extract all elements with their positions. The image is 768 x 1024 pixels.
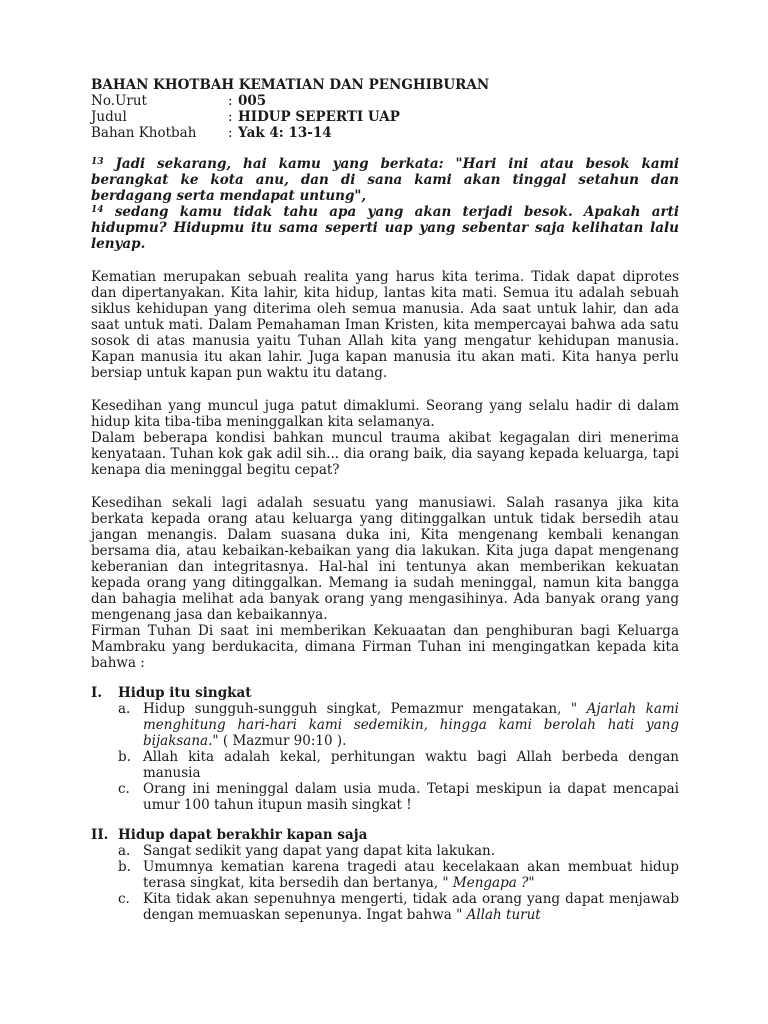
meta-value: Yak 4: 13-14	[238, 125, 332, 141]
paragraph: Kesedihan yang muncul juga patut dimaklumi. Seorang yang selalu hadir di dalam hidup kita tiba-tiba meninggalkan kita selamanya.	[91, 398, 679, 430]
list-text: Umumnya kematian karena tragedi atau kecelakaan akan membuat hidup terasa singkat, kita bersedih dan bertanya,	[143, 859, 679, 891]
list-item	[91, 701, 679, 749]
list-text: Sangat sedikit yang dapat yang dapat kita lakukan.	[143, 843, 496, 859]
list-letter: b.	[118, 859, 131, 875]
list-item	[91, 859, 679, 891]
verse-text: sedang kamu tidak tahu apa yang akan terjadi besok. Apakah arti hidupmu? Hidupmu itu sama seperti uap yang sebentar saja kelihatan lalu lenyap.	[91, 204, 679, 252]
paragraph: Firman Tuhan Di saat ini memberikan Kekuaatan dan penghiburan bagi Keluarga Mambraku yang berdukacita, dimana Firman Tuhan ini mengingatkan kepada kita bahwa :	[91, 623, 679, 671]
list-letter: b.	[118, 749, 131, 765]
list-text: Hidup sungguh-sungguh singkat, Pemazmur mengatakan,	[143, 701, 571, 717]
section-title: Hidup dapat berakhir kapan saja	[118, 827, 368, 843]
section-heading	[91, 827, 679, 843]
list-item	[91, 891, 679, 923]
section-number: II.	[91, 827, 109, 843]
list-letter: c.	[118, 781, 130, 797]
document-body	[91, 77, 679, 923]
meta-row-scripture: Bahan Khotbah : Yak 4: 13-14	[91, 125, 332, 141]
verse-text: Jadi sekarang, hai kamu yang berkata: "Hari ini atau besok kami berangkat ke kota anu, dan di sana kami akan tinggal setahun dan berdagang serta mendapat untung",	[91, 156, 680, 204]
meta-row-number: No.Urut : 005	[91, 93, 267, 109]
paragraph: Dalam beberapa kondisi bahkan muncul trauma akibat kegagalan diri menerima kenyataan. Tuhan kok gak adil sih... dia orang baik, dia sayang kepada keluarga, tapi kenapa dia meninggal begitu cepat?	[91, 430, 679, 478]
list-quote: " Mengapa ?"	[442, 875, 535, 891]
section-heading	[91, 685, 679, 701]
document-title: BAHAN KHOTBAH KEMATIAN DAN PENGHIBURAN	[91, 77, 490, 93]
verse-14	[91, 204, 679, 252]
section-number: I.	[91, 685, 103, 701]
paragraph: Kematian merupakan sebuah realita yang harus kita terima. Tidak dapat diprotes dan dipertanyakan. Kita lahir, kita hidup, lantas kita mati. Semua itu adalah sebuah siklus kehidupan yang diterima oleh semua manusia. Ada saat untuk lahir, dan ada saat untuk mati. Dalam Pemahaman Iman Kristen, kita mempercayai bahwa ada satu sosok di atas manusia yaitu Tuhan Allah kita yang mengatur kehidupan manusia. Kapan manusia itu akan lahir. Juga kapan manusia itu akan mati. Kita hanya perlu bersiap untuk kapan pun waktu itu datang.	[91, 269, 679, 381]
list-quote: " Ajarlah kami menghitung hari-hari kami sedemikin, hingga kami berolah hati yang bijaksana."	[143, 701, 679, 749]
list-text: Kita tidak akan sepenuhnya mengerti, tidak ada orang yang dapat menjawab dengan memuaskan sepenunya. Ingat bahwa	[143, 891, 679, 923]
meta-value: 005	[238, 93, 267, 109]
meta-row-title: Judul : HIDUP SEPERTI UAP	[91, 109, 400, 125]
meta-label: Bahan Khotbah	[91, 125, 197, 141]
list-quote: " Allah turut	[456, 907, 541, 923]
section-title: Hidup itu singkat	[118, 685, 252, 701]
list-item	[91, 843, 679, 859]
list-letter: c.	[118, 891, 130, 907]
meta-label: Judul	[91, 109, 127, 125]
list-item	[91, 749, 679, 781]
meta-value: HIDUP SEPERTI UAP	[238, 109, 400, 125]
list-reference: ( Mazmur 90:10 ).	[218, 733, 347, 749]
list-letter: a.	[118, 701, 131, 717]
list-text: Orang ini meninggal dalam usia muda. Tetapi meskipun ia dapat mencapai umur 100 tahun itupun masih singkat !	[143, 781, 679, 813]
list-item	[91, 781, 679, 813]
list-text: Allah kita adalah kekal, perhitungan waktu bagi Allah berbeda dengan manusia	[143, 749, 679, 781]
paragraph: Kesedihan sekali lagi adalah sesuatu yang manusiawi. Salah rasanya jika kita berkata kepada orang atau keluarga yang ditinggalkan untuk tidak bersedih atau jangan menangis. Dalam suasana duka ini, Kita mengenang kembali kenangan bersama dia, atau kebaikan-kebaikan yang dia lakukan. Kita juga dapat mengenang keberanian dan integritasnya. Hal-hal ini tentunya akan memberikan kekuatan kepada orang yang ditinggalkan. Memang ia sudah meninggal, namun kita bangga dan bahagia melihat ada banyak orang yang mengasihinya. Ada banyak orang yang mengenang jasa dan kebaikannya.	[91, 495, 679, 623]
meta-label: No.Urut	[91, 93, 147, 109]
list-letter: a.	[118, 843, 131, 859]
verse-13	[91, 156, 679, 204]
verse-number: 14	[91, 205, 104, 215]
verse-number: 13	[91, 157, 104, 167]
